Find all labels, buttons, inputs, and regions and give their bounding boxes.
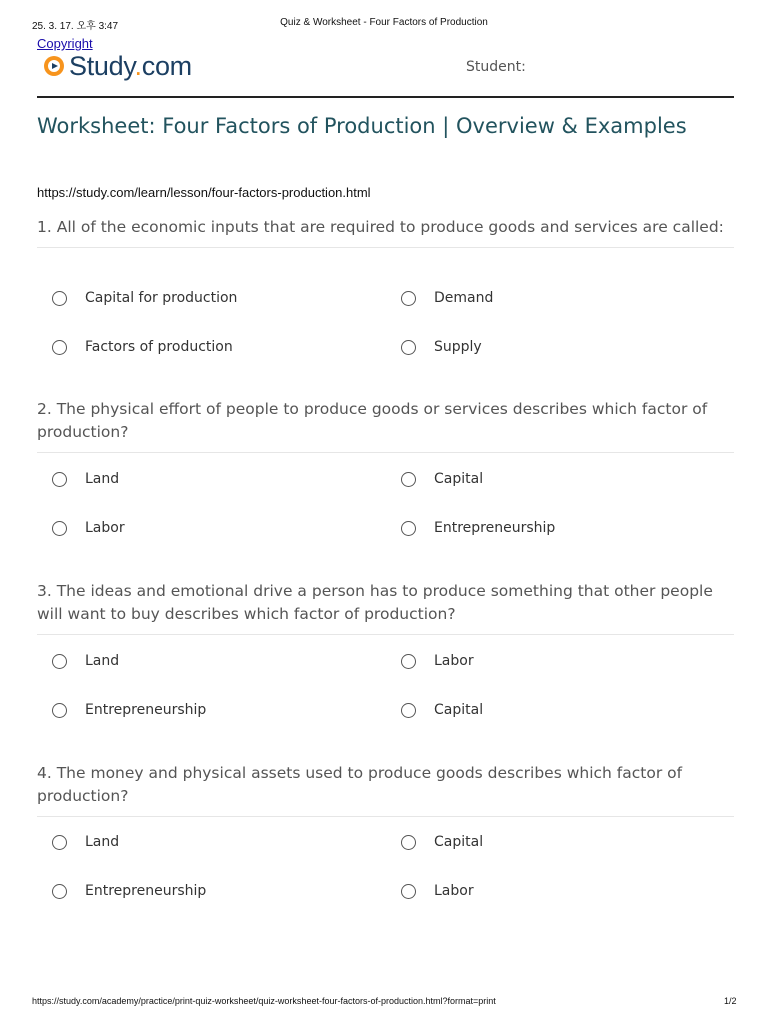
answer-option[interactable] (52, 469, 119, 489)
option-label: Entrepreneurship (434, 520, 556, 536)
radio-button-icon[interactable] (401, 291, 416, 306)
option-label: Land (85, 834, 120, 850)
radio-button-icon[interactable] (52, 703, 67, 718)
question-divider (37, 634, 734, 635)
radio-button-icon[interactable] (52, 340, 67, 355)
answer-option[interactable] (401, 700, 483, 720)
question-divider (37, 247, 734, 248)
answer-option[interactable] (401, 881, 474, 901)
radio-button-icon[interactable] (401, 884, 416, 899)
header-divider (37, 96, 734, 98)
option-label: Capital (434, 834, 484, 850)
answer-option[interactable] (52, 700, 206, 720)
option-label: Entrepreneurship (85, 883, 207, 899)
print-header (0, 17, 768, 31)
radio-button-icon[interactable] (52, 884, 67, 899)
answer-option[interactable] (52, 651, 119, 671)
option-label: Factors of production (85, 339, 233, 355)
question-4 (37, 762, 734, 899)
option-label: Land (85, 653, 120, 669)
question-text: 4. The money and physical assets used to produce goods describes which factor of production? (37, 764, 683, 805)
question-divider (37, 816, 734, 817)
answer-option[interactable] (401, 651, 474, 671)
radio-button-icon[interactable] (401, 654, 416, 669)
option-label: Demand (434, 290, 494, 306)
radio-button-icon[interactable] (52, 291, 67, 306)
option-label: Labor (85, 520, 125, 536)
option-label: Supply (434, 339, 482, 355)
option-label: Land (85, 471, 120, 487)
page-number: 1/2 (724, 996, 737, 1006)
radio-button-icon[interactable] (401, 472, 416, 487)
answer-option[interactable] (401, 832, 483, 852)
question-text: 3. The ideas and emotional drive a person has to produce something that other people will want to buy describes which factor of production? (37, 582, 713, 623)
logo-suffix: com (141, 50, 192, 81)
option-label: Capital (434, 702, 484, 718)
print-date: 25. 3. 17. 오후 3:47 (32, 21, 119, 32)
option-label: Entrepreneurship (85, 702, 207, 718)
student-label: Student: (466, 59, 526, 75)
answer-option[interactable] (52, 832, 119, 852)
question-2 (37, 398, 734, 536)
radio-button-icon[interactable] (401, 340, 416, 355)
question-3 (37, 580, 734, 718)
copyright-link[interactable]: Copyright (37, 36, 93, 51)
lesson-url: https://study.com/learn/lesson/four-factors-production.html (37, 185, 371, 200)
answer-option[interactable] (52, 518, 125, 538)
worksheet-title: Worksheet: Four Factors of Production | Overview & Examples (37, 114, 687, 138)
answer-option[interactable] (401, 469, 483, 489)
option-label: Capital (434, 471, 484, 487)
radio-button-icon[interactable] (52, 472, 67, 487)
answer-option[interactable] (401, 288, 493, 308)
radio-button-icon[interactable] (401, 835, 416, 850)
radio-button-icon[interactable] (52, 835, 67, 850)
option-label: Capital for production (85, 290, 238, 306)
print-title: Quiz & Worksheet - Four Factors of Production (280, 17, 488, 28)
study-logo (44, 50, 192, 82)
question-text: 2. The physical effort of people to produce goods or services describes which factor of production? (37, 400, 708, 441)
answer-option[interactable] (52, 288, 237, 308)
radio-button-icon[interactable] (52, 521, 67, 536)
footer-url: https://study.com/academy/practice/print-quiz-worksheet/quiz-worksheet-four-factors-of-production.html?format=print (32, 996, 496, 1006)
option-label: Labor (434, 653, 474, 669)
radio-button-icon[interactable] (401, 703, 416, 718)
radio-button-icon[interactable] (52, 654, 67, 669)
answer-option[interactable] (401, 518, 555, 538)
answer-option[interactable] (52, 337, 233, 357)
answer-option[interactable] (52, 881, 206, 901)
logo-dot: . (134, 50, 142, 81)
logo-text (69, 51, 192, 82)
study-play-icon (44, 56, 64, 76)
logo-name: Study (69, 50, 135, 81)
answer-option[interactable] (401, 337, 482, 357)
question-text: 1. All of the economic inputs that are required to produce goods and services are called: (37, 218, 724, 236)
radio-button-icon[interactable] (401, 521, 416, 536)
question-1 (37, 216, 734, 355)
question-divider (37, 452, 734, 453)
option-label: Labor (434, 883, 474, 899)
